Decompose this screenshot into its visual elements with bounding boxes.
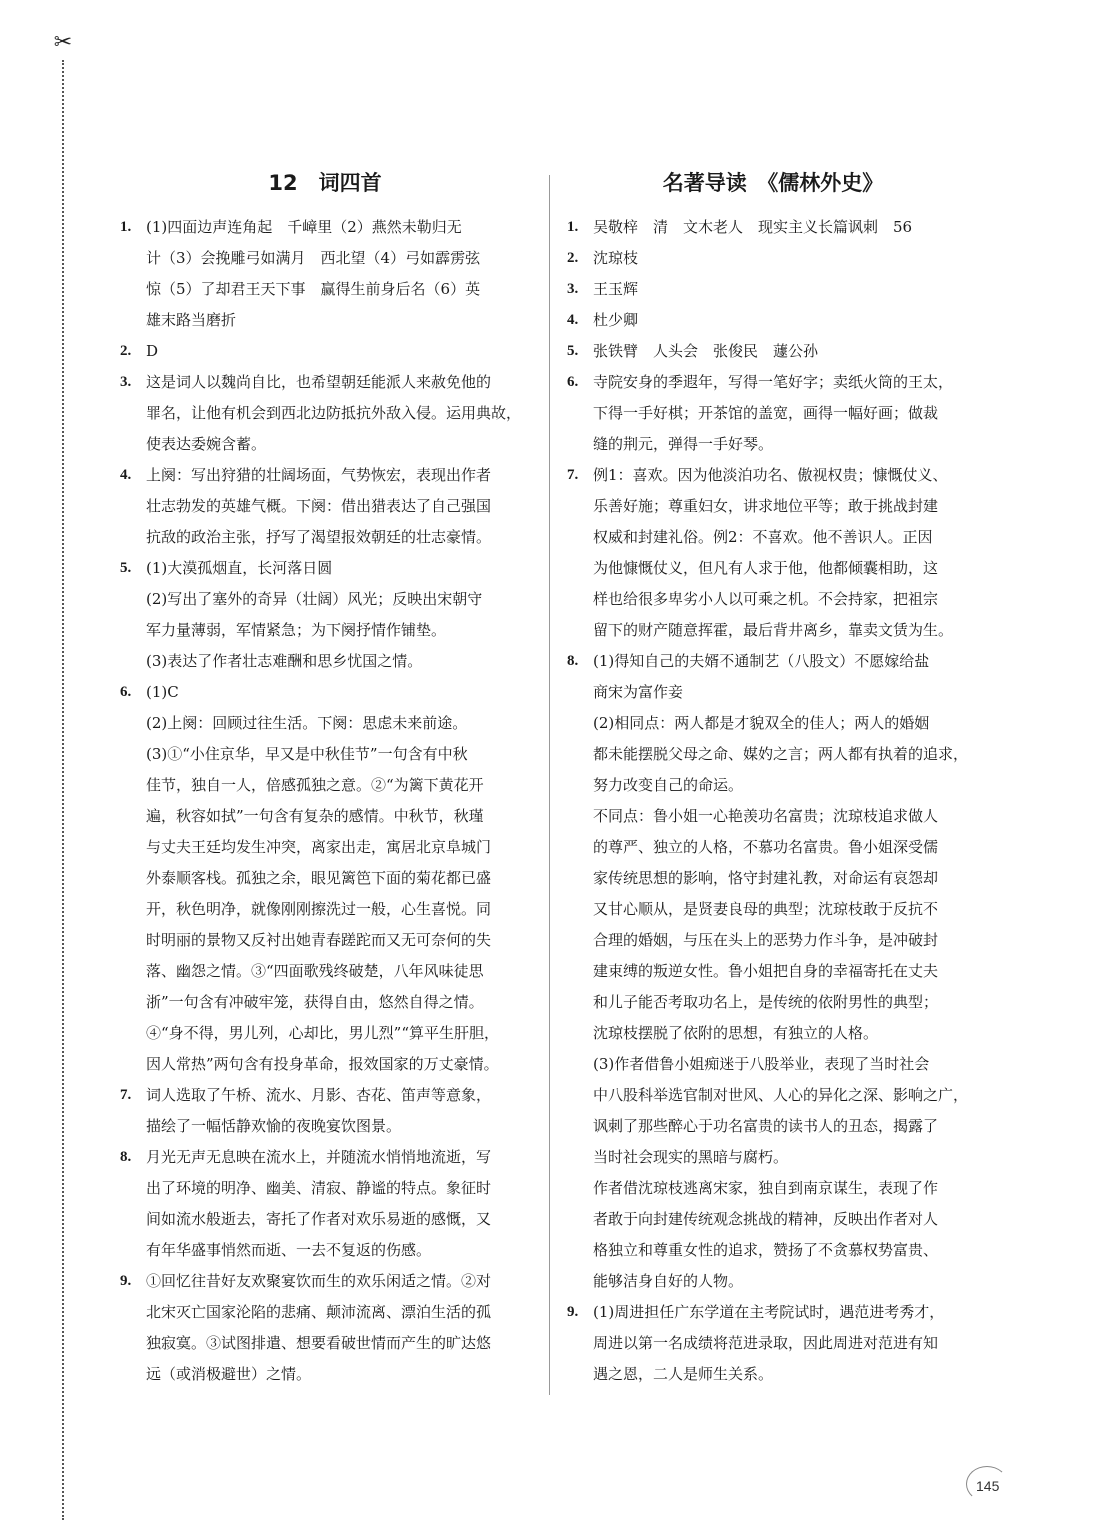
- answer-line: 张铁臂 人头会 张俊民 蘧公孙: [593, 342, 819, 360]
- cut-line: [62, 60, 64, 1520]
- answer-text: [593, 243, 979, 274]
- answer-text: [593, 367, 979, 460]
- answer-item: [120, 1142, 530, 1266]
- answer-number: 7.: [567, 467, 579, 483]
- answer-line: 建束缚的叛逆女性。鲁小姐把自身的幸福寄托在丈夫: [593, 962, 939, 980]
- answer-text: [146, 336, 530, 367]
- answer-line: ④“身不得，男儿列，心却比，男儿烈”“算平生肝胆，: [146, 1024, 500, 1042]
- answer-item: [120, 553, 530, 677]
- answer-number: 8.: [567, 653, 579, 669]
- answer-line: 杜少卿: [593, 311, 639, 329]
- answer-line: 描绘了一幅恬静欢愉的夜晚宴饮图景。: [146, 1117, 402, 1135]
- answer-line: 雄末路当磨折: [146, 311, 237, 329]
- answer-number: 9.: [567, 1304, 579, 1320]
- answer-line: 与丈夫王廷均发生冲突，离家出走，寓居北京阜城门: [146, 838, 492, 856]
- answer-line: 样也给很多卑劣小人以可乘之机。不会持家，把祖宗: [593, 590, 939, 608]
- answer-text: [146, 1266, 530, 1390]
- answer-number: 2.: [120, 343, 132, 359]
- right-answer-list: [567, 212, 979, 1390]
- answer-line: 权威和封建礼俗。例2：不喜欢。他不善识人。正因: [593, 528, 933, 546]
- answer-line: 外泰顺客栈。孤独之余，眼见篱笆下面的菊花都已盛: [146, 869, 492, 887]
- left-section-title: 12 词四首: [268, 171, 382, 195]
- answer-line: (1)四面边声连角起 千嶂里（2）燕然未勒归无: [146, 218, 462, 236]
- answer-line: 北宋灭亡国家沦陷的悲痛、颠沛流离、漂泊生活的孤: [146, 1303, 492, 1321]
- page-number: 145: [976, 1478, 1000, 1494]
- answer-line: 吴敬梓 清 文木老人 现实主义长篇讽刺 56: [593, 218, 913, 236]
- answer-line: 家传统思想的影响，恪守封建礼教，对命运有哀怨却: [593, 869, 939, 887]
- answer-line: 计（3）会挽雕弓如满月 西北望（4）弓如霹雳弦: [146, 249, 481, 267]
- answer-line: 格独立和尊重女性的追求，赞扬了不贪慕权势富贵、: [593, 1241, 939, 1259]
- answer-line: 例1：喜欢。因为他淡泊功名、傲视权贵；慷慨仗义、: [593, 466, 948, 484]
- answer-number: 5.: [567, 343, 579, 359]
- answer-text: [146, 553, 530, 677]
- answer-item: [120, 1080, 530, 1142]
- answer-text: [146, 460, 530, 553]
- left-column: [120, 168, 530, 1390]
- answer-line: 又甘心顺从，是贤妻良母的典型；沈琼枝敢于反抗不: [593, 900, 939, 918]
- answer-text: [593, 336, 979, 367]
- answer-line: 王玉辉: [593, 280, 639, 298]
- answer-line: 能够洁身自好的人物。: [593, 1272, 744, 1290]
- answer-line: (2)相同点：两人都是才貌双全的佳人；两人的婚姻: [593, 714, 930, 732]
- answer-line: 时明丽的景物又反衬出她青春蹉跎而又无可奈何的失: [146, 931, 492, 949]
- answer-line: (1)大漠孤烟直，长河落日圆: [146, 559, 333, 577]
- answer-number: 4.: [567, 312, 579, 328]
- answer-text: [146, 1080, 530, 1142]
- answer-number: 8.: [120, 1149, 132, 1165]
- answer-number: 3.: [567, 281, 579, 297]
- answer-text: [146, 212, 530, 336]
- answer-number: 6.: [567, 374, 579, 390]
- answer-line: 军力量薄弱，军情紧急；为下阕抒情作铺垫。: [146, 621, 447, 639]
- answer-line: 缝的荆元，弹得一手好琴。: [593, 435, 774, 453]
- answer-text: [593, 1297, 979, 1390]
- answer-line: 词人选取了午桥、流水、月影、杏花、笛声等意象，: [146, 1086, 492, 1104]
- answer-number: 3.: [120, 374, 132, 390]
- answer-item: [567, 243, 979, 274]
- answer-text: [593, 305, 979, 336]
- answer-line: 远（或消极避世）之情。: [146, 1365, 312, 1383]
- answer-line: 抗敌的政治主张，抒写了渴望报效朝廷的壮志豪情。: [146, 528, 492, 546]
- answer-item: [567, 274, 979, 305]
- answer-line: D: [146, 342, 159, 360]
- answer-text: [146, 367, 530, 460]
- answer-line: 这是词人以魏尚自比，也希望朝廷能派人来赦免他的: [146, 373, 492, 391]
- answer-number: 5.: [120, 560, 132, 576]
- answer-line: 中八股科举选官制对世风、人心的异化之深、影响之广，: [593, 1086, 969, 1104]
- answer-line: 佳节，独自一人，倍感孤独之意。②“为篱下黄花开: [146, 776, 484, 794]
- answer-line: 独寂寞。③试图排遣、想要看破世情而产生的旷达悠: [146, 1334, 492, 1352]
- answer-line: 为他慷慨仗义，但凡有人求于他，他都倾囊相助，这: [593, 559, 939, 577]
- answer-line: 的尊严、独立的人格，不慕功名富贵。鲁小姐深受儒: [593, 838, 939, 856]
- answer-line: 月光无声无息映在流水上，并随流水悄悄地流逝，写: [146, 1148, 492, 1166]
- answer-line: (1)周进担任广东学道在主考院试时，遇范进考秀才，: [593, 1303, 945, 1321]
- answer-line: 上阕：写出狩猎的壮阔场面，气势恢宏，表现出作者: [146, 466, 492, 484]
- answer-item: [567, 367, 979, 460]
- answer-line: 因人常热”两句含有投身革命，报效国家的万丈豪情。: [146, 1055, 499, 1073]
- answer-text: [593, 274, 979, 305]
- answer-text: [593, 212, 979, 243]
- answer-text: [146, 677, 530, 1080]
- answer-line: ①回忆往昔好友欢聚宴饮而生的欢乐闲适之情。②对: [146, 1272, 492, 1290]
- answer-item: [567, 336, 979, 367]
- answer-item: [120, 336, 530, 367]
- answer-line: 有年华盛事悄然而逝、一去不复返的伤感。: [146, 1241, 432, 1259]
- answer-number: 7.: [120, 1087, 132, 1103]
- answer-line: 沈琼枝: [593, 249, 639, 267]
- left-answer-list: [120, 212, 530, 1390]
- answer-line: 开，秋色明净，就像刚刚擦洗过一般，心生喜悦。同: [146, 900, 492, 918]
- answer-line: 寺院安身的季遐年，写得一笔好字；卖纸火筒的王太，: [593, 373, 954, 391]
- answer-item: [567, 646, 979, 1297]
- answer-line: 合理的婚姻，与压在头上的恶势力作斗争，是冲破封: [593, 931, 939, 949]
- answer-line: (3)表达了作者壮志难酬和思乡忧国之情。: [146, 652, 423, 670]
- answer-line: 间如流水般逝去，寄托了作者对欢乐易逝的感慨，又: [146, 1210, 492, 1228]
- answer-item: [120, 212, 530, 336]
- answer-line: (3)①“小住京华，早又是中秋佳节”一句含有中秋: [146, 745, 468, 763]
- answer-line: 周进以第一名成绩将范进录取，因此周进对范进有知: [593, 1334, 939, 1352]
- answer-number: 4.: [120, 467, 132, 483]
- answer-line: 讽刺了那些醉心于功名富贵的读书人的丑态，揭露了: [593, 1117, 939, 1135]
- answer-line: 壮志勃发的英雄气概。下阕：借出猎表达了自己强国: [146, 497, 492, 515]
- answer-line: 遍，秋容如拭”一句含有复杂的感情。中秋节，秋瑾: [146, 807, 484, 825]
- scissors-icon: ✂: [53, 30, 73, 55]
- answer-number: 1.: [567, 219, 579, 235]
- answer-item: [567, 1297, 979, 1390]
- answer-line: 浙”一句含有冲破牢笼，获得自由，悠然自得之情。: [146, 993, 484, 1011]
- answer-line: 惊（5）了却君王天下事 赢得生前身后名（6）英: [146, 280, 481, 298]
- answer-number: 1.: [120, 219, 132, 235]
- answer-number: 6.: [120, 684, 132, 700]
- answer-text: [146, 1142, 530, 1266]
- right-section-title: 名著导读 《儒林外史》: [662, 171, 884, 195]
- answer-line: (2)写出了塞外的奇异（壮阔）风光；反映出宋朝守: [146, 590, 483, 608]
- answer-number: 2.: [567, 250, 579, 266]
- answer-line: 留下的财产随意挥霍，最后背井离乡，靠卖文赁为生。: [593, 621, 954, 639]
- answer-item: [567, 460, 979, 646]
- answer-line: 罪名，让他有机会到西北边防抵抗外敌入侵。运用典故，: [146, 404, 522, 422]
- answer-line: 努力改变自己的命运。: [593, 776, 744, 794]
- answer-line: 当时社会现实的黑暗与腐朽。: [593, 1148, 789, 1166]
- answer-line: 商宋为富作妾: [593, 683, 684, 701]
- answer-item: [120, 367, 530, 460]
- column-divider: [549, 175, 550, 1395]
- answer-line: 遇之恩，二人是师生关系。: [593, 1365, 774, 1383]
- answer-text: [593, 646, 979, 1297]
- answer-line: 落、幽怨之情。③“四面歌残终破楚，八年风味徒思: [146, 962, 484, 980]
- answer-item: [567, 212, 979, 243]
- answer-line: (2)上阕：回顾过往生活。下阕：思虑未来前途。: [146, 714, 468, 732]
- answer-line: 出了环境的明净、幽美、清寂、静谧的特点。象征时: [146, 1179, 492, 1197]
- answer-line: 和儿子能否考取功名上，是传统的依附男性的典型；: [593, 993, 939, 1011]
- answer-item: [120, 460, 530, 553]
- answer-line: 作者借沈琼枝逃离宋家，独自到南京谋生，表现了作: [593, 1179, 939, 1197]
- answer-line: 都未能摆脱父母之命、媒妁之言；两人都有执着的追求，: [593, 745, 969, 763]
- answer-line: 下得一手好棋；开茶馆的盖宽，画得一幅好画；做裁: [593, 404, 939, 422]
- answer-item: [120, 1266, 530, 1390]
- answer-item: [120, 677, 530, 1080]
- answer-line: 不同点：鲁小姐一心艳羡功名富贵；沈琼枝追求做人: [593, 807, 939, 825]
- right-column: [567, 168, 979, 1390]
- answer-line: (1)C: [146, 683, 179, 701]
- answer-line: (3)作者借鲁小姐痴迷于八股举业，表现了当时社会: [593, 1055, 930, 1073]
- answer-item: [567, 305, 979, 336]
- answer-text: [593, 460, 979, 646]
- answer-number: 9.: [120, 1273, 132, 1289]
- answer-line: (1)得知自己的夫婿不通制艺（八股文）不愿嫁给盐: [593, 652, 930, 670]
- answer-line: 沈琼枝摆脱了依附的思想，有独立的人格。: [593, 1024, 879, 1042]
- answer-line: 者敢于向封建传统观念挑战的精神，反映出作者对人: [593, 1210, 939, 1228]
- answer-line: 使表达委婉含蓄。: [146, 435, 267, 453]
- answer-line: 乐善好施；尊重妇女，讲求地位平等；敢于挑战封建: [593, 497, 939, 515]
